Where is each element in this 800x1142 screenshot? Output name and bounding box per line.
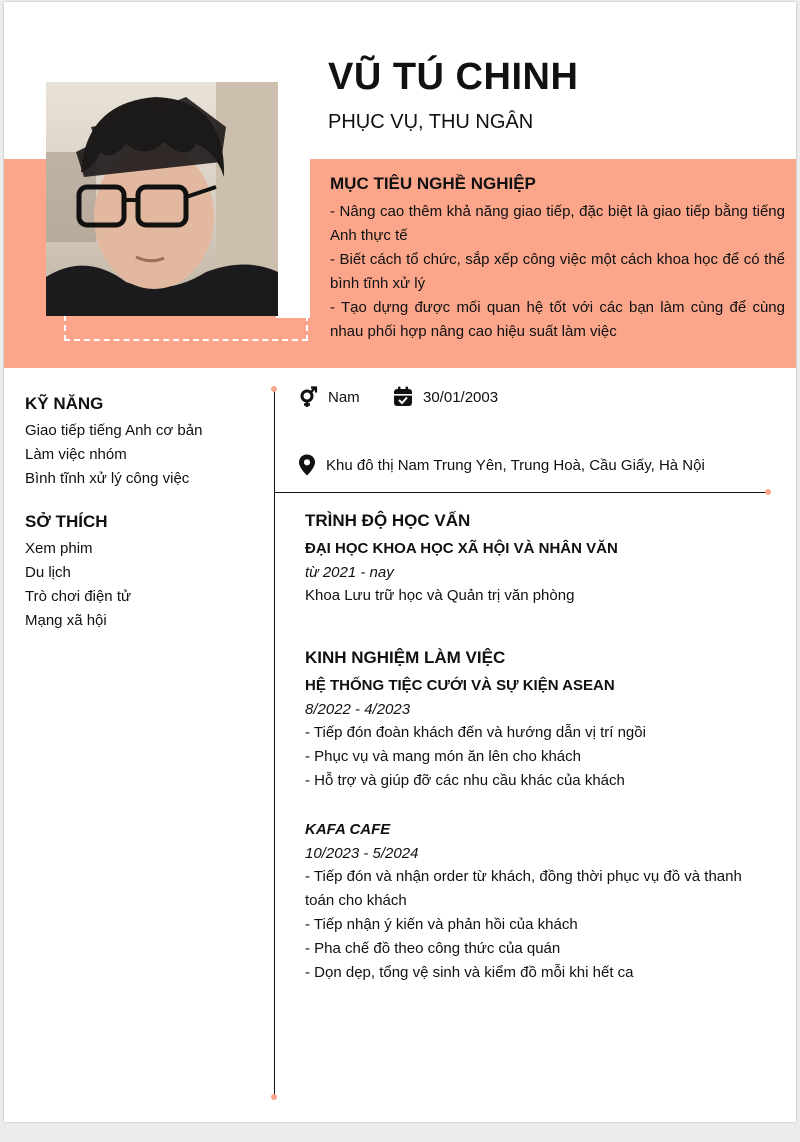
- candidate-role: PHỤC VỤ, THU NGÂN: [328, 111, 534, 133]
- job-period: 8/2022 - 4/2023: [305, 701, 411, 718]
- info-divider: [275, 492, 769, 493]
- profile-photo: [46, 82, 278, 316]
- job-company: KAFA CAFE: [305, 821, 391, 838]
- job-company: HỆ THỐNG TIỆC CƯỚI VÀ SỰ KIỆN ASEAN: [305, 677, 615, 694]
- job-duty-item: - Tiếp nhận ý kiến và phản hồi của khách: [305, 916, 578, 933]
- gender-icon: [298, 386, 318, 408]
- education-period: từ 2021 - nay: [305, 564, 394, 581]
- education-school: ĐẠI HỌC KHOA HỌC XÃ HỘI VÀ NHÂN VĂN: [305, 540, 618, 557]
- job-duty-item: - Dọn dẹp, tổng vệ sinh và kiểm đồ mỗi khi hết ca: [305, 964, 634, 981]
- calendar-icon: [393, 386, 413, 408]
- divider-dot-bottom: [271, 1094, 277, 1100]
- objective-item: - Biết cách tổ chức, sắp xếp công việc một cách khoa học để có thể bình tĩnh xử lý: [330, 251, 785, 292]
- objective-item: - Tạo dựng được mối quan hệ tốt với các bạn làm cùng để cùng nhau phối hợp nâng cao hiệu suất làm việc: [330, 299, 785, 340]
- education-title: TRÌNH ĐỘ HỌC VẤN: [305, 511, 471, 530]
- hobby-item: Trò chơi điện tử: [25, 588, 132, 605]
- info-divider-dot: [765, 489, 771, 495]
- skills-title: KỸ NĂNG: [25, 394, 104, 413]
- gender-value: Nam: [328, 388, 360, 406]
- job-duties: [305, 865, 775, 985]
- location-pin-icon: [298, 454, 316, 476]
- job-period: 10/2023 - 5/2024: [305, 845, 419, 862]
- job-duty-item: - Hỗ trợ và giúp đỡ các nhu cầu khác của khách: [305, 772, 625, 789]
- skill-item: Bình tĩnh xử lý công việc: [25, 470, 190, 487]
- profile-photo-image: [46, 82, 278, 316]
- job-duty-item: - Pha chế đồ theo công thức của quán: [305, 940, 561, 957]
- objective-list: [330, 200, 785, 344]
- column-divider: [274, 389, 275, 1097]
- skill-item: Giao tiếp tiếng Anh cơ bản: [25, 422, 203, 439]
- experience-title: KINH NGHIỆM LÀM VIỆC: [305, 648, 506, 667]
- objective-title: MỤC TIÊU NGHỀ NGHIỆP: [330, 174, 536, 193]
- job-duties: [305, 721, 775, 793]
- hobbies-list: [25, 537, 131, 633]
- hobbies-title: SỞ THÍCH: [25, 512, 108, 531]
- job-duty-item: - Phục vụ và mang món ăn lên cho khách: [305, 748, 581, 765]
- birthday-value: 30/01/2003: [423, 388, 499, 406]
- address-info: [298, 454, 705, 476]
- job-duty-item: - Tiếp đón đoàn khách đến và hướng dẫn vị trí ngồi: [305, 724, 646, 741]
- cv-page: [4, 2, 796, 1122]
- education-major: Khoa Lưu trữ học và Quản trị văn phòng: [305, 587, 575, 604]
- candidate-name: VŨ TÚ CHINH: [328, 56, 579, 98]
- objective-item: - Nâng cao thêm khả năng giao tiếp, đặc biệt là giao tiếp bằng tiếng Anh thực tế: [330, 203, 785, 244]
- hobby-item: Mạng xã hội: [25, 612, 107, 629]
- address-value: Khu đô thị Nam Trung Yên, Trung Hoà, Cầu Giấy, Hà Nội: [326, 456, 705, 474]
- gender-info: [298, 386, 360, 408]
- divider-dot-top: [271, 386, 277, 392]
- skills-list: [25, 419, 202, 491]
- job-duty-item: - Tiếp đón và nhận order từ khách, đồng thời phục vụ đồ và thanh toán cho khách: [305, 868, 742, 909]
- skill-item: Làm việc nhóm: [25, 446, 127, 463]
- hobby-item: Xem phim: [25, 540, 93, 557]
- birthday-info: [393, 386, 498, 408]
- hobby-item: Du lịch: [25, 564, 71, 581]
